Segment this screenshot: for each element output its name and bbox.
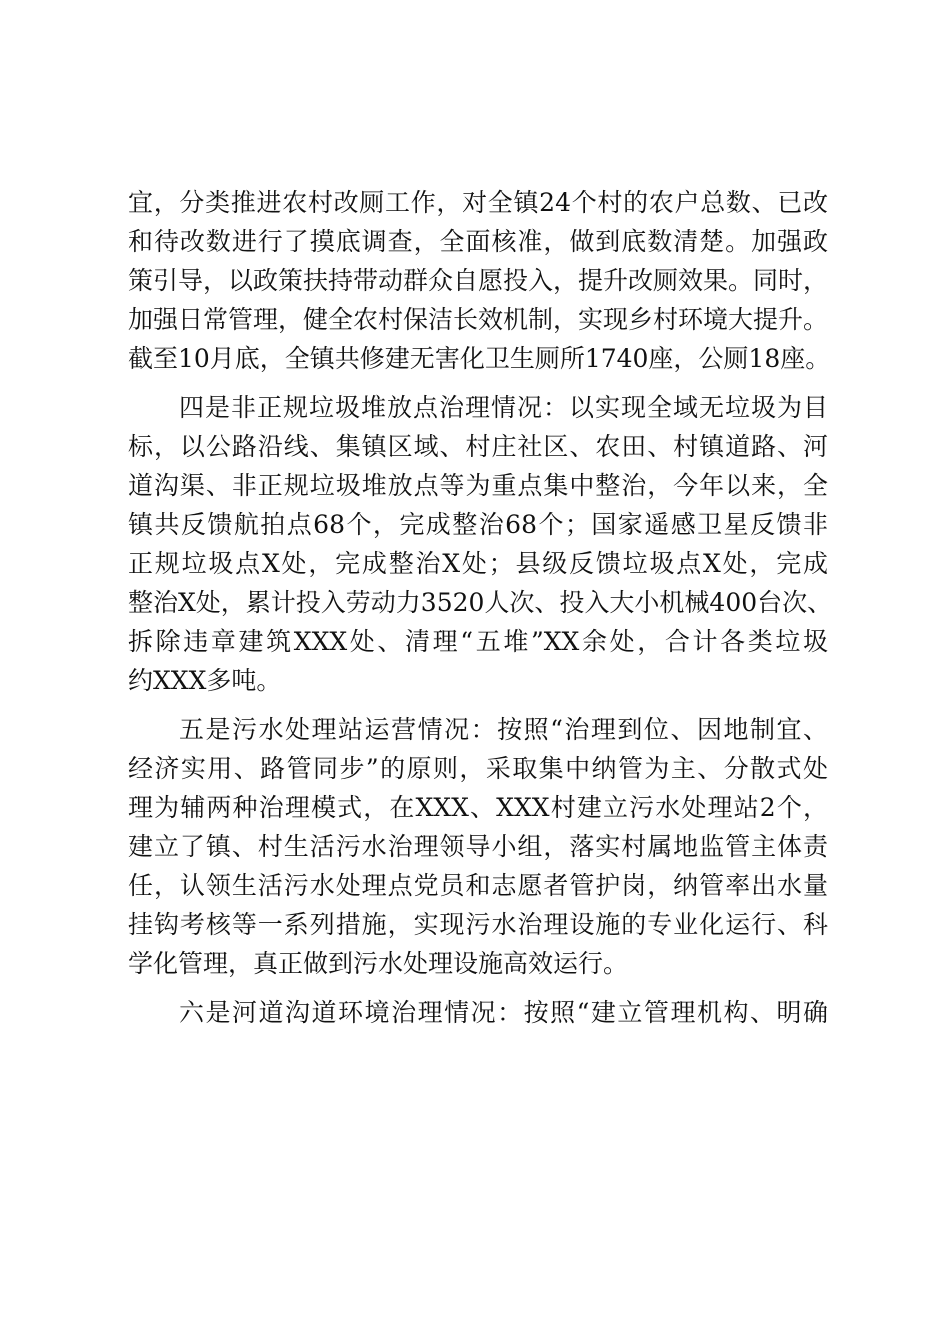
text-line: 策引导，以政策扶持带动群众自愿投入，提升改厕效果。同时， (128, 266, 829, 295)
text-line: 正规垃圾点X处，完成整治X处；县级反馈垃圾点X处，完成 (128, 549, 828, 578)
text-line: 截至10月底，全镇共修建无害化卫生厕所1740座，公厕18座。 (128, 344, 831, 373)
text-line: 标，以公路沿线、集镇区域、村庄社区、农田、村镇道路、河 (128, 432, 828, 461)
text-line: 任，认领生活污水处理点党员和志愿者管护岗，纳管率出水量 (128, 871, 828, 900)
text-line: 六是河道沟道环境治理情况：按照“建立管理机构、明确 (179, 998, 828, 1027)
text-line: 学化管理，真正做到污水处理设施高效运行。 (128, 949, 629, 978)
text-line: 经济实用、路管同步”的原则，采取集中纳管为主、分散式处 (128, 754, 828, 783)
paragraph-sanitation-continued (128, 183, 848, 378)
body-text (128, 183, 848, 1032)
text-line: 建立了镇、村生活污水治理领导小组，落实村属地监管主体责 (128, 832, 828, 861)
text-line: 四是非正规垃圾堆放点治理情况：以实现全域无垃圾为目 (179, 393, 828, 422)
text-line: 理为辅两种治理模式，在XXX、XXX村建立污水处理站2个， (128, 793, 828, 822)
paragraph-garbage-sites (128, 388, 848, 700)
text-line: 整治X处，累计投入劳动力3520人次、投入大小机械400台次、 (128, 588, 833, 617)
paragraph-river-channels (128, 993, 848, 1032)
text-line: 和待改数进行了摸底调查，全面核准，做到底数清楚。加强政 (128, 227, 828, 256)
text-line: 挂钩考核等一系列措施，实现污水治理设施的专业化运行、科 (128, 910, 828, 939)
text-line: 道沟渠、非正规垃圾堆放点等为重点集中整治，今年以来，全 (128, 471, 828, 500)
paragraph-sewage-stations (128, 710, 848, 983)
text-line: 宜，分类推进农村改厕工作，对全镇24个村的农户总数、已改 (128, 188, 828, 217)
text-line: 拆除违章建筑XXX处、清理“五堆”XX余处，合计各类垃圾 (128, 627, 828, 656)
text-line: 五是污水处理站运营情况：按照“治理到位、因地制宜、 (179, 715, 828, 744)
text-line: 镇共反馈航拍点68个，完成整治68个；国家遥感卫星反馈非 (128, 510, 828, 539)
text-line: 约XXX多吨。 (128, 666, 282, 695)
text-line: 加强日常管理，健全农村保洁长效机制，实现乡村环境大提升。 (128, 305, 829, 334)
